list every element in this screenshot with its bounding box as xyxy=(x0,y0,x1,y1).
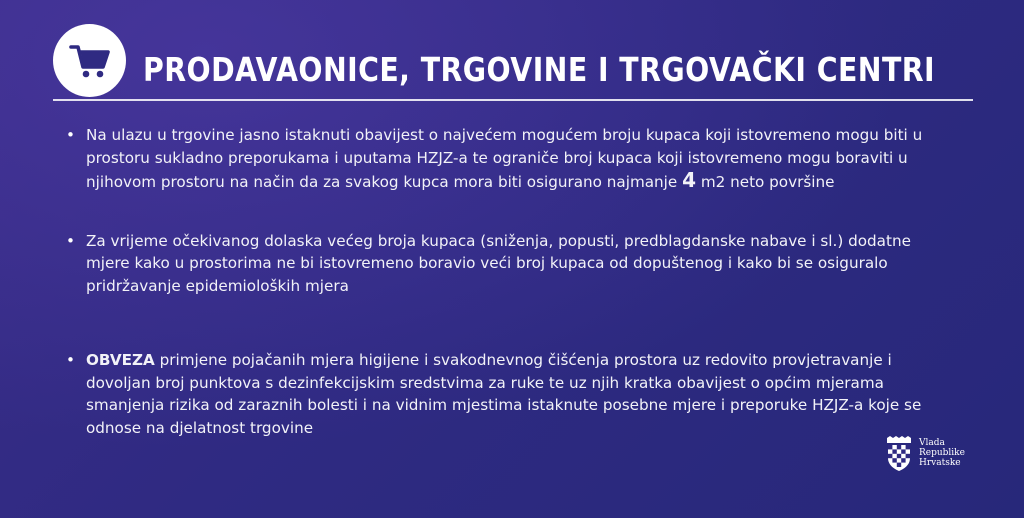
area-number: 4 xyxy=(682,168,696,192)
bullet-strong-label: OBVEZA xyxy=(86,351,155,369)
logo-line: Vlada xyxy=(919,438,945,448)
logo-line: Republike xyxy=(919,448,965,458)
logo-line: Hrvatske xyxy=(919,458,961,468)
bullet-text: primjene pojačanih mjera higijene i svakodnevnog čišćenja prostora uz redovito provjetravanje i dovoljan broj punktova s dezinfekcijskim sredstvima za ruke te uz njih kratka obavijest o općim mjerama smanjenja rizika od zaraznih bolesti i na vidnim mjestima istaknute posebne mjere i preporuke HZJZ-a koje se odnose na djelatnost trgovine xyxy=(86,351,922,437)
slide-header xyxy=(53,20,973,100)
bullet-text: Na ulazu u trgovine jasno istaknuti obavijest o najvećem mogućem broju kupaca koji istovremeno mogu biti u prostoru sukladno preporukama i uputama HZJZ-a te ograniče broj kupaca koji istovremeno mogu boraviti u njihovom prostoru na način da za svakog kupca mora biti osigurano najmanje xyxy=(86,126,923,191)
shopping-cart-icon xyxy=(69,43,111,79)
bullet-text: Za vrijeme očekivanog dolaska većeg broja kupaca (sniženja, popusti, predblagdanske nabave i sl.) dodatne mjere kako u prostorima ne bi istovremeno boravio veći broj kupaca od dopuštenog i kako bi se osiguralo pridržavanje epidemioloških mjera xyxy=(86,231,911,295)
cart-badge xyxy=(53,24,126,97)
government-logo-text xyxy=(919,438,965,468)
title-divider xyxy=(53,99,973,101)
bullet-item-peak-times xyxy=(66,230,946,298)
bullet-item-hygiene xyxy=(66,349,946,439)
bullet-list xyxy=(66,124,946,439)
page-title: PRODAVAONICE, TRGOVINE I TRGOVAČKI CENTRI xyxy=(143,50,936,89)
croatian-coat-of-arms-icon xyxy=(885,436,913,472)
bullet-text-unit: m2 neto površine xyxy=(696,173,835,191)
bullet-item-capacity xyxy=(66,124,946,194)
government-logo xyxy=(885,436,985,476)
